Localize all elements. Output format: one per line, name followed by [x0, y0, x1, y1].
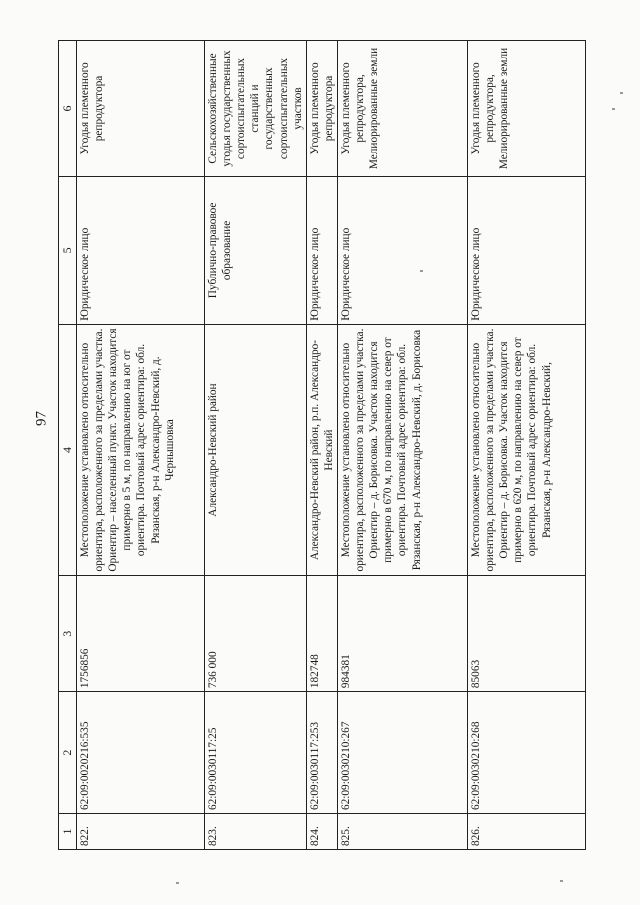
- owner-type: Юридическое лицо: [306, 176, 337, 324]
- area-value: 736 000: [205, 576, 307, 692]
- scan-speck: [420, 270, 423, 272]
- location-description: Местоположение установлено относительно ориентира, расположенного за пределами участка. Ориентир – населенный пункт. Участок находится примерно в 5 м, по направлению на юг от ориентира. Почтовый адрес ориентира: обл. Рязанская, р-н Александро-Невский, д. Чернышовка: [77, 324, 205, 576]
- land-category: Угодья племенного репродуктора, Мелиорированные земли: [337, 41, 467, 177]
- land-category: Сельскохозяйственные угодья государственных сортоиспытательных станций и государственных сортоиспытательных участков: [205, 41, 307, 177]
- owner-type: Юридическое лицо: [77, 176, 205, 324]
- cadastral-number: 62:09:0020216:535: [77, 692, 205, 814]
- area-value: 182748: [306, 576, 337, 692]
- scan-speck: [560, 880, 563, 882]
- table-row: [205, 41, 307, 850]
- header-cell-1: 1: [59, 814, 77, 850]
- owner-type: Юридическое лицо: [337, 176, 467, 324]
- owner-type: Юридическое лицо: [467, 176, 585, 324]
- header-cell-3: 3: [59, 576, 77, 692]
- cadastral-number: 62:09:0030210:268: [467, 692, 585, 814]
- land-register-table: [58, 40, 586, 850]
- location-description: Местоположение установлено относительно ориентира, расположенного за пределами участка. Ориентир – д. Борисовка. Участок находится примерно в 670 м, по направлению на север от ориентира. Почтовый адрес ориентира: обл. Рязанская, р-н Александро-Невский, д. Борисовка: [337, 324, 467, 576]
- cadastral-number: 62:09:0030117:253: [306, 692, 337, 814]
- scan-speck: [176, 882, 179, 884]
- row-number: 822.: [77, 814, 205, 850]
- row-number: 824.: [306, 814, 337, 850]
- cadastral-number: 62:09:0030117:25: [205, 692, 307, 814]
- location-description: Местоположение установлено относительно ориентира, расположенного за пределами участка. Ориентир – д. Борисовка. Участок находится примерно в 620 м, по направлению на север от ориентира. Почтовый адрес ориентира: обл. Рязанская, р-н Александро-Невский,: [467, 324, 585, 576]
- table-row: [77, 41, 205, 850]
- row-number: 823.: [205, 814, 307, 850]
- header-row: [59, 41, 77, 850]
- header-cell-6: 6: [59, 41, 77, 177]
- header-cell-4: 4: [59, 324, 77, 576]
- table-row: [337, 41, 467, 850]
- scan-speck: [612, 108, 615, 110]
- location-description: Александро-Невский район: [205, 324, 307, 576]
- area-value: 1756856: [77, 576, 205, 692]
- area-value: 984381: [337, 576, 467, 692]
- table-row: [467, 41, 585, 850]
- scan-speck: [620, 92, 623, 94]
- land-category: Угодья племенного репродуктора: [306, 41, 337, 177]
- owner-type: Публично-правовое образование: [205, 176, 307, 324]
- table-row: [306, 41, 337, 850]
- land-category: Угодья племенного репродуктора, Мелиорированные земли: [467, 41, 585, 177]
- header-cell-5: 5: [59, 176, 77, 324]
- row-number: 825.: [337, 814, 467, 850]
- header-cell-2: 2: [59, 692, 77, 814]
- page-number: 97: [33, 411, 50, 426]
- rotated-table-container: [58, 40, 628, 850]
- location-description: Александро-Невский район, р.п. Александро-Невский: [306, 324, 337, 576]
- area-value: 85063: [467, 576, 585, 692]
- land-category: Угодья племенного репродуктора: [77, 41, 205, 177]
- cadastral-number: 62:09:0030210:267: [337, 692, 467, 814]
- row-number: 826.: [467, 814, 585, 850]
